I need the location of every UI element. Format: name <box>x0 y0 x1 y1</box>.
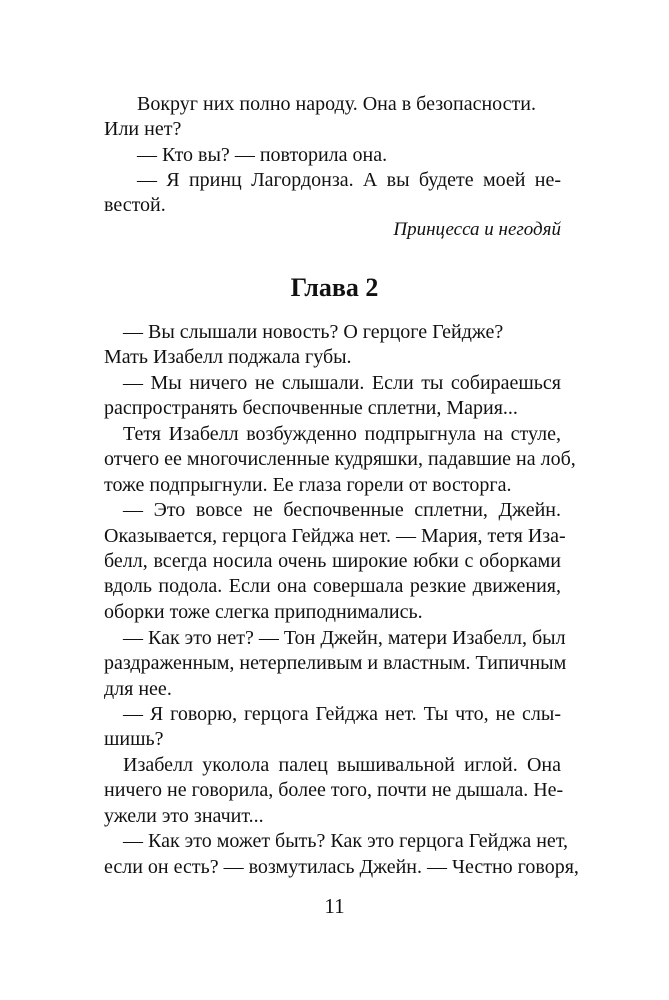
body-line: Изабелл уколола палец вышивальной иглой. Она <box>123 754 561 776</box>
body-line: распространять беспочвенные сплетни, Мария... <box>104 397 518 419</box>
body-line: для нее. <box>104 678 172 700</box>
body-line: тоже подпрыгнули. Ее глаза горели от восторга. <box>104 474 512 496</box>
epigraph-line: Или нет? <box>104 118 182 140</box>
body-line: оборки тоже слегка приподнимались. <box>104 601 423 623</box>
body-line: Оказывается, герцога Гейджа нет. — Мария, тетя Иза- <box>104 525 566 547</box>
body-line: Тетя Изабелл возбужденно подпрыгнула на стуле, <box>123 423 561 445</box>
body-line: раздраженным, нетерпеливым и властным. Типичным <box>104 652 567 674</box>
body-line: ужели это значит... <box>104 805 264 827</box>
page-number: 11 <box>324 894 345 918</box>
body-line: — Мы ничего не слышали. Если ты собираешься <box>123 372 561 394</box>
body-line: Мать Изабелл поджала губы. <box>104 346 352 368</box>
epigraph-line: Вокруг них полно народу. Она в безопасности. <box>137 93 536 115</box>
body-line: — Как это нет? — Тон Джейн, матери Изабелл, был <box>123 627 566 649</box>
body-line: — Я говорю, герцога Гейджа нет. Ты что, не слы- <box>123 703 561 725</box>
body-line: отчего ее многочисленные кудряшки, падавшие на лоб, <box>104 448 576 470</box>
epigraph-line: вестой. <box>104 194 166 216</box>
body-line: белл, всегда носила очень широкие юбки с оборками <box>104 550 561 572</box>
epigraph-attribution: Принцесса и негодяй <box>393 219 561 240</box>
chapter-title: Глава 2 <box>290 273 379 302</box>
body-line: вдоль подола. Если она совершала резкие движения, <box>104 575 561 597</box>
body-line: — Вы слышали новость? О герцоге Гейдже? <box>123 321 504 343</box>
body-line: ничего не говорила, более того, почти не дышала. Не- <box>104 779 564 801</box>
epigraph-line: — Я принц Лагордонза. А вы будете моей не- <box>137 169 561 191</box>
epigraph-line: — Кто вы? — повторила она. <box>137 144 388 166</box>
body-line: — Это вовсе не беспочвенные сплетни, Джейн. <box>123 499 561 521</box>
body-line: шишь? <box>104 728 164 750</box>
body-line: если он есть? — возмутилась Джейн. — Честно говоря, <box>104 856 579 878</box>
body-line: — Как это может быть? Как это герцога Гейджа нет, <box>123 830 569 852</box>
